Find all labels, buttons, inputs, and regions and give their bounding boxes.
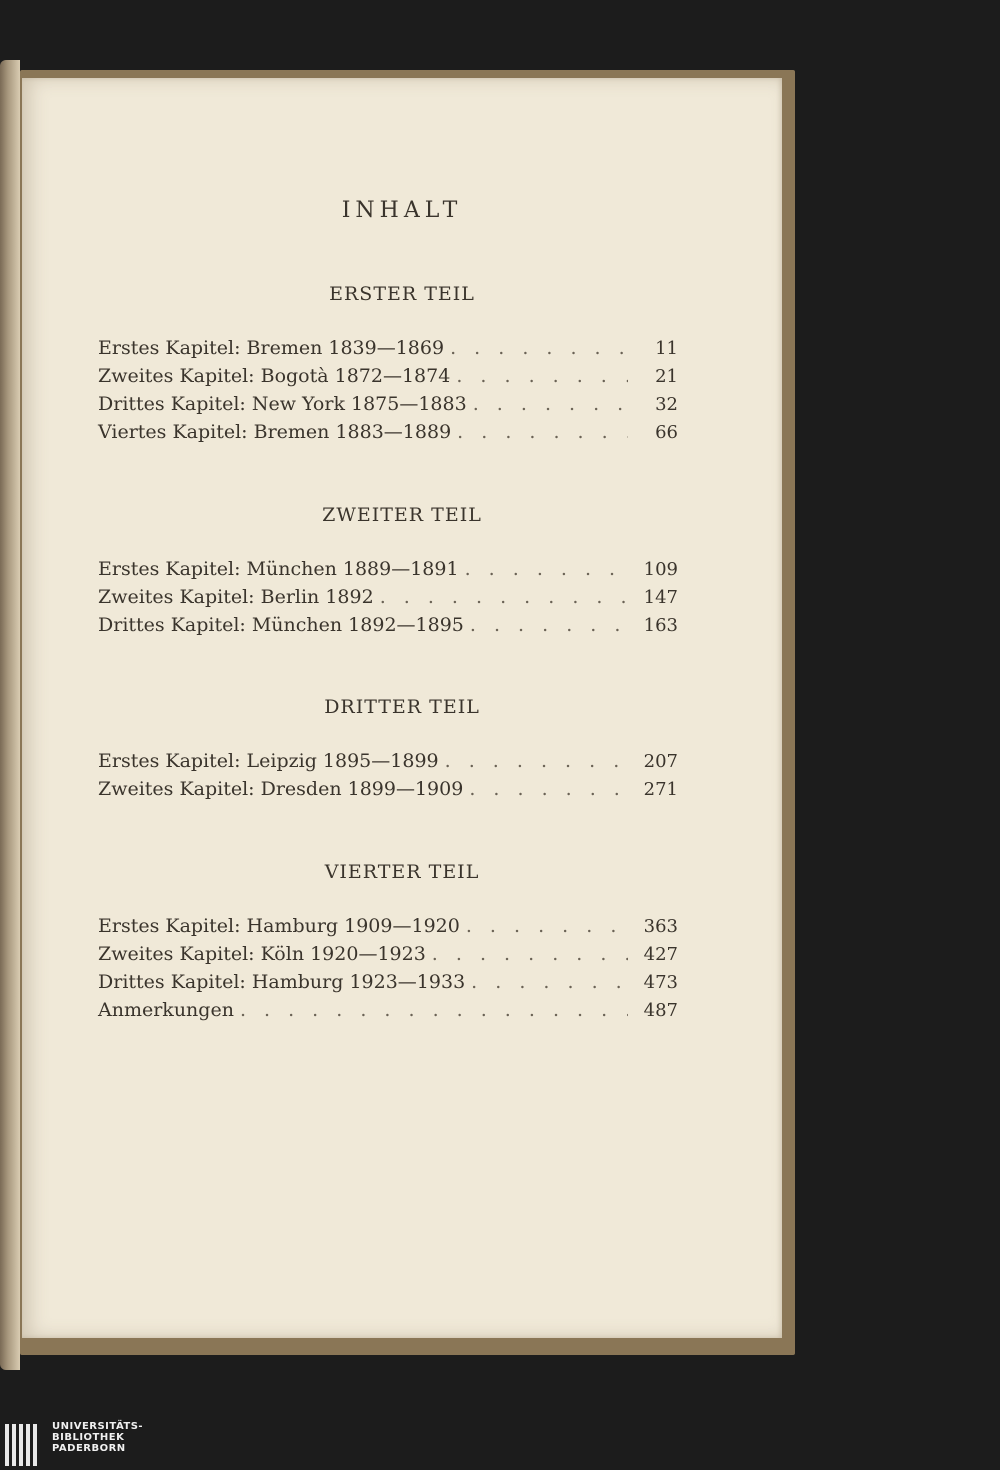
logo-line: BIBLIOTHEK (52, 1432, 125, 1443)
toc-leader-dots (473, 393, 628, 415)
toc-entry-label: Drittes Kapitel: Hamburg 1923—1933 (98, 971, 466, 993)
book-page (22, 78, 782, 1338)
toc-entry-page: 363 (643, 916, 678, 937)
toc-entry (98, 586, 678, 612)
toc-entry (98, 337, 678, 363)
toc-entry-label: Zweites Kapitel: Berlin 1892 (98, 586, 374, 608)
toc-leader-dots (457, 421, 628, 443)
library-logo-text (52, 1421, 143, 1454)
toc-leader-dots (466, 915, 628, 937)
toc-entry (98, 915, 678, 941)
toc-leader-dots (470, 614, 628, 636)
toc-leader-dots (432, 943, 628, 965)
footer-bar (0, 1420, 1000, 1470)
toc-leader-dots (471, 971, 628, 993)
toc-leader-dots (450, 337, 628, 359)
toc-entry-page: 427 (643, 944, 678, 965)
toc-entry (98, 778, 678, 804)
toc-entry-label: Viertes Kapitel: Bremen 1883—1889 (98, 421, 452, 443)
part-title: VIERTER TEIL (324, 861, 480, 883)
toc-entry-label: Erstes Kapitel: Leipzig 1895—1899 (98, 750, 439, 772)
toc-entry-label: Anmerkungen (98, 999, 234, 1021)
toc-entry (98, 558, 678, 584)
toc-entry-page: 66 (655, 422, 678, 443)
part-title: ZWEITER TEIL (322, 504, 482, 526)
toc-entry-label: Erstes Kapitel: München 1889—1891 (98, 558, 459, 580)
toc-entry (98, 999, 678, 1025)
toc-entry-label: Zweites Kapitel: Dresden 1899—1909 (98, 778, 464, 800)
toc-entry-page: 21 (655, 366, 678, 387)
toc-entry-page: 109 (643, 559, 678, 580)
book-spine (0, 60, 20, 1370)
toc-entry (98, 971, 678, 997)
toc-leader-dots (465, 558, 628, 580)
toc-entry-page: 163 (643, 615, 678, 636)
page-title: INHALT (341, 198, 463, 223)
toc-entry-page: 487 (643, 1000, 678, 1021)
toc-entry-page: 473 (643, 972, 678, 993)
toc-entry-label: Erstes Kapitel: Bremen 1839—1869 (98, 337, 445, 359)
toc-entry-label: Drittes Kapitel: München 1892—1895 (98, 614, 464, 636)
part-title: ERSTER TEIL (329, 283, 475, 305)
toc-entry-label: Zweites Kapitel: Köln 1920—1923 (98, 943, 426, 965)
toc-leader-dots (240, 999, 628, 1021)
toc-entry-label: Zweites Kapitel: Bogotà 1872—1874 (98, 365, 451, 387)
toc-entry-page: 11 (655, 338, 678, 359)
toc-leader-dots (469, 778, 628, 800)
toc-leader-dots (456, 365, 628, 387)
toc-entry-label: Erstes Kapitel: Hamburg 1909—1920 (98, 915, 460, 937)
toc-entry-page: 32 (655, 394, 678, 415)
part-title: DRITTER TEIL (324, 696, 480, 718)
toc-entry-label: Drittes Kapitel: New York 1875—1883 (98, 393, 467, 415)
toc-leader-dots (445, 750, 628, 772)
toc-entry (98, 365, 678, 391)
toc-entry (98, 750, 678, 776)
toc-leader-dots (380, 586, 628, 608)
toc-entry-page: 147 (643, 587, 678, 608)
library-logo-icon (5, 1424, 45, 1466)
toc-entry-page: 271 (643, 779, 678, 800)
logo-line: UNIVERSITÄTS- (52, 1421, 144, 1432)
toc-entry (98, 393, 678, 419)
toc-entry-page: 207 (643, 751, 678, 772)
logo-line: PADERBORN (52, 1443, 126, 1454)
toc-entry (98, 614, 678, 640)
toc-entry (98, 421, 678, 447)
toc-entry (98, 943, 678, 969)
